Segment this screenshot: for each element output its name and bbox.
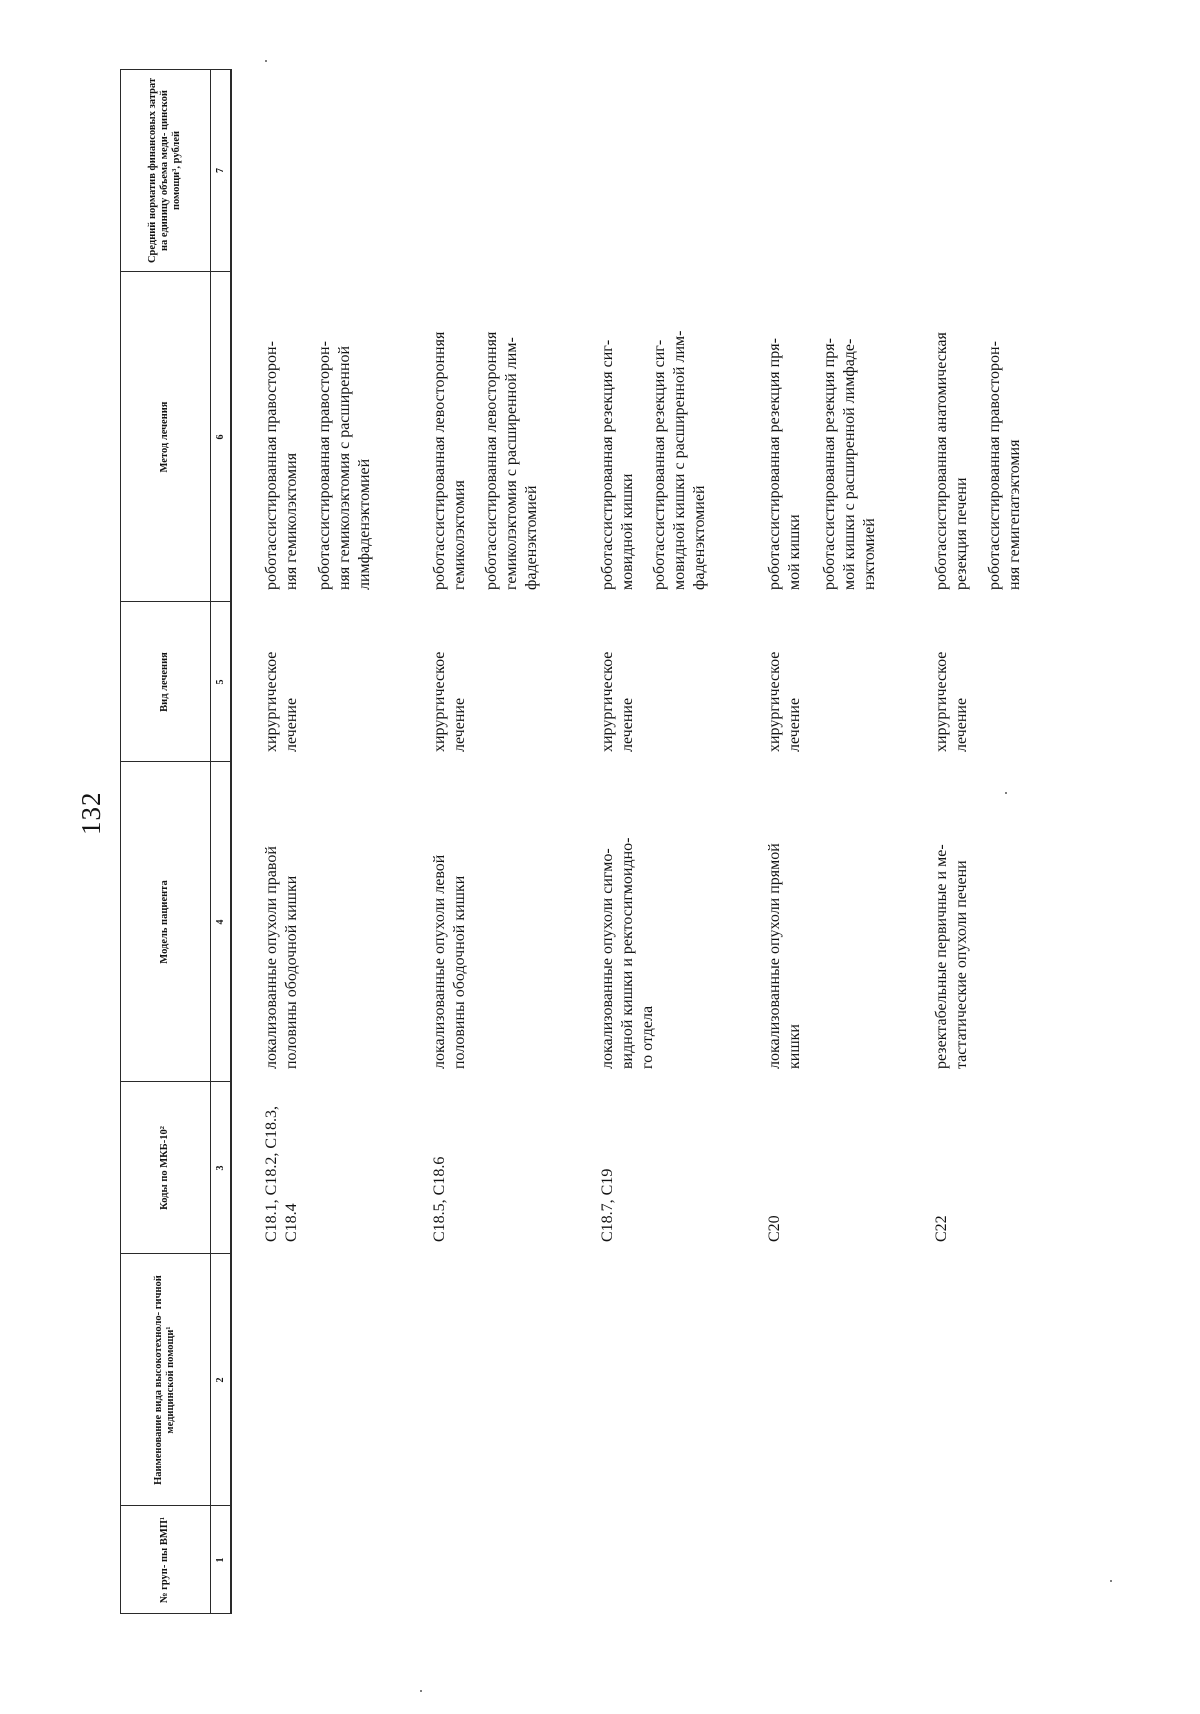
scan-speck — [265, 60, 267, 62]
header-treatment-method: Метод лечения — [158, 401, 170, 473]
row1-method-1: роботассистированная правосторон- няя гемиколэктомия — [263, 341, 300, 590]
row4-treatment-type: хирургическое лечение — [766, 651, 803, 752]
row4-method-1: роботассистированная резекция пря- мой кишки — [766, 338, 803, 590]
row1-patient-model: локализованные опухоли правой половины ободочной кишки — [263, 846, 300, 1069]
column-number: 7 — [214, 168, 226, 173]
row3-method-1: роботассистированная резекция сиг- мовидной кишки — [599, 339, 636, 590]
column-divider — [120, 271, 230, 272]
row1-method-2: роботассистированная правосторон- няя гемиколэктомия с расширенной лимфаденэктомией — [316, 341, 373, 590]
header-cost-standard: Средний норматив финансовых затрат на единицу объема меди- цинской помощи³, рублей — [146, 77, 183, 264]
column-divider — [120, 1505, 230, 1506]
column-number: 2 — [214, 1377, 226, 1383]
row5-treatment-type: хирургическое лечение — [933, 651, 970, 752]
row3-patient-model: локализованные опухоли сигмо- видной кишки и ректосигмоидно- го отдела — [599, 837, 656, 1069]
page-number: 132 — [76, 791, 106, 835]
row2-treatment-type: хирургическое лечение — [431, 651, 468, 752]
column-numbers-rule — [230, 69, 232, 1614]
row4-method-2: роботассистированная резекция пря- мой кишки с расширенной лимфаде- нэктомией — [821, 338, 878, 590]
column-divider — [120, 761, 230, 762]
row2-method-2: роботассистированная левосторонняя гемиколэктомия с расширенной лим- фаденэктомией — [483, 331, 540, 590]
row2-method-1: роботассистированная левосторонняя гемиколэктомия — [431, 331, 468, 590]
row3-method-2: роботассистированная резекция сиг- мовидной кишки с расширенной лим- фаденэктомией — [651, 330, 708, 590]
row4-patient-model: локализованные опухоли прямой кишки — [766, 843, 803, 1069]
column-divider — [120, 601, 230, 602]
row1-treatment-type: хирургическое лечение — [263, 651, 300, 752]
row5-icd-codes: C22 — [933, 1215, 950, 1242]
header-icd-codes: Коды по МКБ-10² — [158, 1126, 170, 1210]
row5-method-1: роботассистированная анатомическая резекция печени — [933, 332, 970, 590]
row2-patient-model: локализованные опухоли левой половины ободочной кишки — [431, 854, 468, 1069]
row5-patient-model: резектабельные первичные и ме- тастатические опухоли печени — [933, 844, 970, 1069]
header-patient-model: Модель пациента — [158, 880, 170, 964]
header-care-name: Наименование вида высокотехноло- гичной медицинской помощи¹ — [152, 1275, 176, 1485]
row5-method-2: роботассистированная правосторон- няя гемигепатэктомия — [986, 341, 1023, 590]
column-number: 6 — [214, 434, 226, 440]
column-number: 4 — [214, 919, 226, 925]
scan-speck — [420, 1690, 422, 1692]
row2-icd-codes: C18.5, C18.6 — [431, 1156, 448, 1242]
row4-icd-codes: C20 — [766, 1215, 783, 1242]
scan-speck — [1005, 792, 1007, 794]
column-divider — [120, 1253, 230, 1254]
column-divider — [120, 1613, 230, 1614]
row3-treatment-type: хирургическое лечение — [599, 651, 636, 752]
column-divider — [120, 69, 230, 70]
column-number: 3 — [214, 1165, 226, 1171]
table-top-rule — [120, 69, 121, 1614]
header-treatment-type: Вид лечения — [158, 652, 170, 712]
column-number: 5 — [214, 679, 226, 685]
scan-speck — [1110, 1580, 1112, 1582]
row1-icd-codes: C18.1, C18.2, C18.3, C18.4 — [263, 1105, 300, 1242]
header-group-number: № груп- пы ВМП¹ — [158, 1516, 170, 1604]
header-rule — [210, 69, 211, 1614]
medical-care-table — [120, 69, 1200, 1614]
column-number: 1 — [214, 1557, 226, 1563]
row3-icd-codes: C18.7, C19 — [599, 1168, 616, 1242]
table-header — [120, 69, 210, 1614]
column-divider — [120, 1081, 230, 1082]
